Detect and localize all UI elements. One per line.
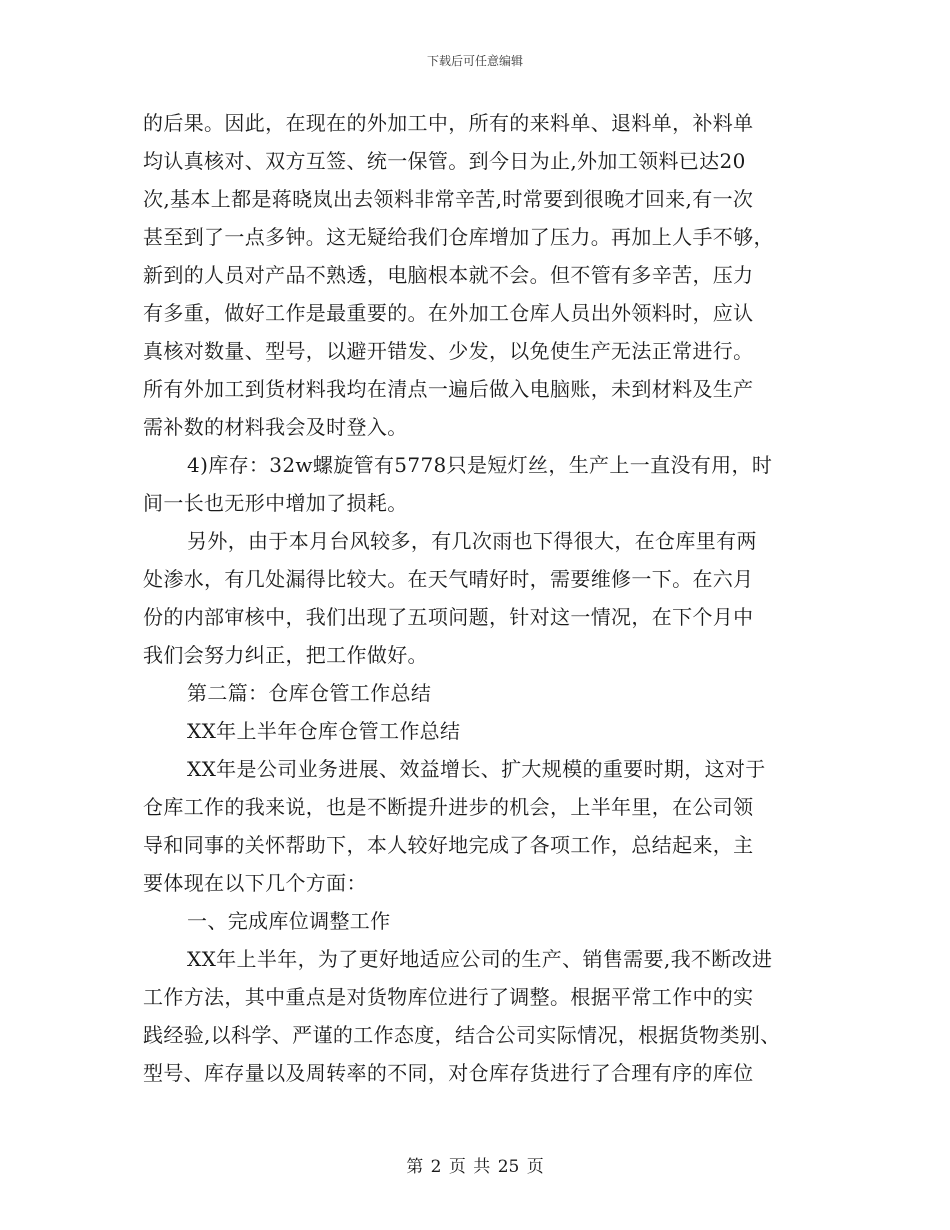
text-line: 处渗水，有几处漏得比较大。在天气晴好时，需要维修一下。在六月 bbox=[143, 567, 754, 591]
text-line: XX年上半年仓库仓管工作总结 bbox=[187, 719, 461, 743]
text-line: 践经验,以科学、严谨的工作态度，结合公司实际情况，根据货物类别、 bbox=[143, 1023, 781, 1047]
text-line: 新到的人员对产品不熟透，电脑根本就不会。但不管有多辛苦，压力 bbox=[143, 263, 754, 287]
text-line: 一、完成库位调整工作 bbox=[187, 909, 391, 933]
text-line: 4)库存：32w螺旋管有5778只是短灯丝，生产上一直没有用，时 bbox=[187, 453, 773, 477]
text-line: 导和同事的关怀帮助下，本人较好地完成了各项工作，总结起来，主 bbox=[143, 833, 754, 857]
text-line: 间一长也无形中增加了损耗。 bbox=[143, 491, 408, 515]
text-line: XX年上半年，为了更好地适应公司的生产、销售需要,我不断改进 bbox=[187, 947, 773, 971]
text-line: 的后果。因此，在现在的外加工中，所有的来料单、退料单，补料单 bbox=[143, 111, 754, 135]
text-line: 次,基本上都是蒋晓岚出去领料非常辛苦,时常要到很晚才回来,有一次 bbox=[143, 187, 754, 211]
text-line: 份的内部审核中，我们出现了五项问题，针对这一情况，在下个月中 bbox=[143, 605, 754, 629]
text-line: 要体现在以下几个方面： bbox=[143, 871, 367, 895]
document-body bbox=[143, 104, 808, 1092]
page-number-footer: 第 2 页 共 25 页 bbox=[406, 1157, 544, 1177]
text-line: 有多重，做好工作是最重要的。在外加工仓库人员出外领料时，应认 bbox=[143, 301, 754, 325]
text-line: 工作方法，其中重点是对货物库位进行了调整。根据平常工作中的实 bbox=[143, 985, 754, 1009]
text-line: 均认真核对、双方互签、统一保管。到今日为止,外加工领料已达20 bbox=[143, 149, 746, 173]
text-line: 需补数的材料我会及时登入。 bbox=[143, 415, 408, 439]
page-header: 下载后可任意编辑 bbox=[426, 54, 523, 68]
text-line: 所有外加工到货材料我均在清点一遍后做入电脑账，未到材料及生产 bbox=[143, 377, 754, 401]
text-line: XX年是公司业务进展、效益增长、扩大规模的重要时期，这对于 bbox=[187, 757, 766, 781]
text-line: 另外，由于本月台风较多，有几次雨也下得很大，在仓库里有两 bbox=[187, 529, 757, 553]
text-line: 仓库工作的我来说，也是不断提升进步的机会，上半年里，在公司领 bbox=[143, 795, 754, 819]
text-line: 我们会努力纠正，把工作做好。 bbox=[143, 643, 428, 667]
text-line: 甚至到了一点多钟。这无疑给我们仓库增加了压力。再加上人手不够， bbox=[143, 225, 774, 249]
text-line: 型号、库存量以及周转率的不同，对仓库存货进行了合理有序的库位 bbox=[143, 1061, 754, 1085]
text-line: 真核对数量、型号，以避开错发、少发，以免使生产无法正常进行。 bbox=[143, 339, 754, 363]
text-line: 第二篇：仓库仓管工作总结 bbox=[187, 681, 432, 705]
